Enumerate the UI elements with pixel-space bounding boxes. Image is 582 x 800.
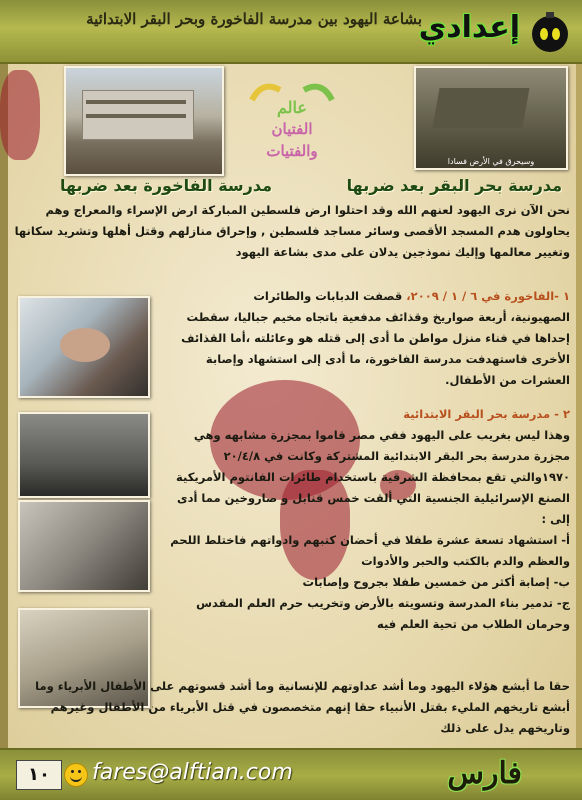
bomb-icon [526, 8, 574, 56]
page-number: ١٠ [16, 760, 62, 790]
injured-child-photo [18, 296, 150, 398]
logo-line-3: والفتيات [266, 142, 318, 160]
dead-children-photo-2 [18, 500, 150, 592]
section-1-lead: قصفت الدبابات والطائرات [253, 289, 403, 303]
point-b: ب- إصابة أكثر من خمسين طفلا بجروح وإصابات [302, 575, 570, 589]
smiley-icon [64, 763, 88, 787]
school-ruins-photo-left [64, 66, 224, 176]
section-label: إعدادي [418, 10, 520, 45]
point-c: ج- تدمير بناء المدرسة وتسويته بالأرض وتخريب حرم العلم المقدس وحرمان الطلاب من تحية العلم فيه [196, 596, 570, 631]
section-2-body: وهذا ليس بغريب على اليهود ففي مصر قاموا بمجزرة مشابهه وهي مجزرة مدرسة بحر البقر الابتدائية المشتركة وكانت في ٢٠/٤/٨ ١٩٧٠والتي تقع بمحافظة الشرقية باستخدام طائرات الفانتوم الأمريكية الصنع الإسرائيلية الجنسية التي ألقت خمس قنابل و صاروخين مما أدى إلى : [176, 428, 570, 526]
dead-children-photo-1 [18, 412, 150, 498]
section-1-body: الصهيونية، أربعة صواريخ وقذائف مدفعية باتجاه مخيم جباليا، سقطت إحداها في فناء منزل مواطن ما أدى إلى قتله هو وعائلته ،أما القذائف الأخرى فاستهدفت مدرسة الفاخورة، ما أدى إلى استشهاد وإصابة العشرات من الأطفال. [181, 310, 570, 387]
section-1-title: ١ -الفاخورة في ٦ / ١ / ٢٠٠٩، [406, 289, 570, 303]
intro-paragraph: نحن الآن نرى اليهود لعنهم الله وقد احتلوا ارض فلسطين المباركة ارض الإسراء والمعراج وهم يحاولون هدم المسجد الأقصى وسائر مساجد فلسطين , وإحراق منازلهم وقتل أهلها وتشريد سكانها وتغيير معالمها وإليك نموذجين يدلان على مدى بشاعة اليهود [14, 203, 570, 259]
point-a: أ- استشهاد تسعة عشرة طفلا في أحضان كتبهم وادواتهم فاختلط اللحم والعظم والدم بالكتب والحبر والأدوات [170, 533, 570, 568]
magazine-logo [232, 70, 352, 170]
contact-email[interactable]: fares@alftian.com [92, 760, 293, 785]
page-footer [0, 748, 582, 800]
right-border [576, 0, 582, 800]
section-1-heading-row [160, 286, 570, 307]
closing-paragraph: حقا ما أبشع هؤلاء اليهود وما أشد عداوتهم للإنسانية وما أشد قسوتهم على الأطفال الأبرياء وما أبشع تاريخهم المليء بقتل الأنبياء حقا إنهم متخصصون في قتل الأبرياء من الأطفال وغيرهم وتاريخهم يدل على ذلك [35, 679, 570, 735]
caption-fakhura: مدرسة الفاخورة بعد ضربها [59, 176, 272, 195]
logo-line-1: عالم [277, 98, 307, 117]
school-ruins-photo-right [414, 66, 568, 170]
logo-line-2: الفتيان [271, 120, 313, 138]
blood-splatter [0, 70, 40, 160]
author-name: فارس [447, 756, 522, 791]
photo-caption: وسيحرق في الأرض فسادا [447, 157, 535, 166]
page-header [0, 0, 582, 64]
section-2-title: ٢ - مدرسة بحر البقر الابتدائية [403, 407, 570, 421]
article-title: بشاعة اليهود بين مدرسة الفاخورة وبحر البقر الابتدائية [86, 10, 422, 28]
caption-bahr-elbaqar: مدرسة بحر البقر بعد ضربها [346, 176, 562, 195]
